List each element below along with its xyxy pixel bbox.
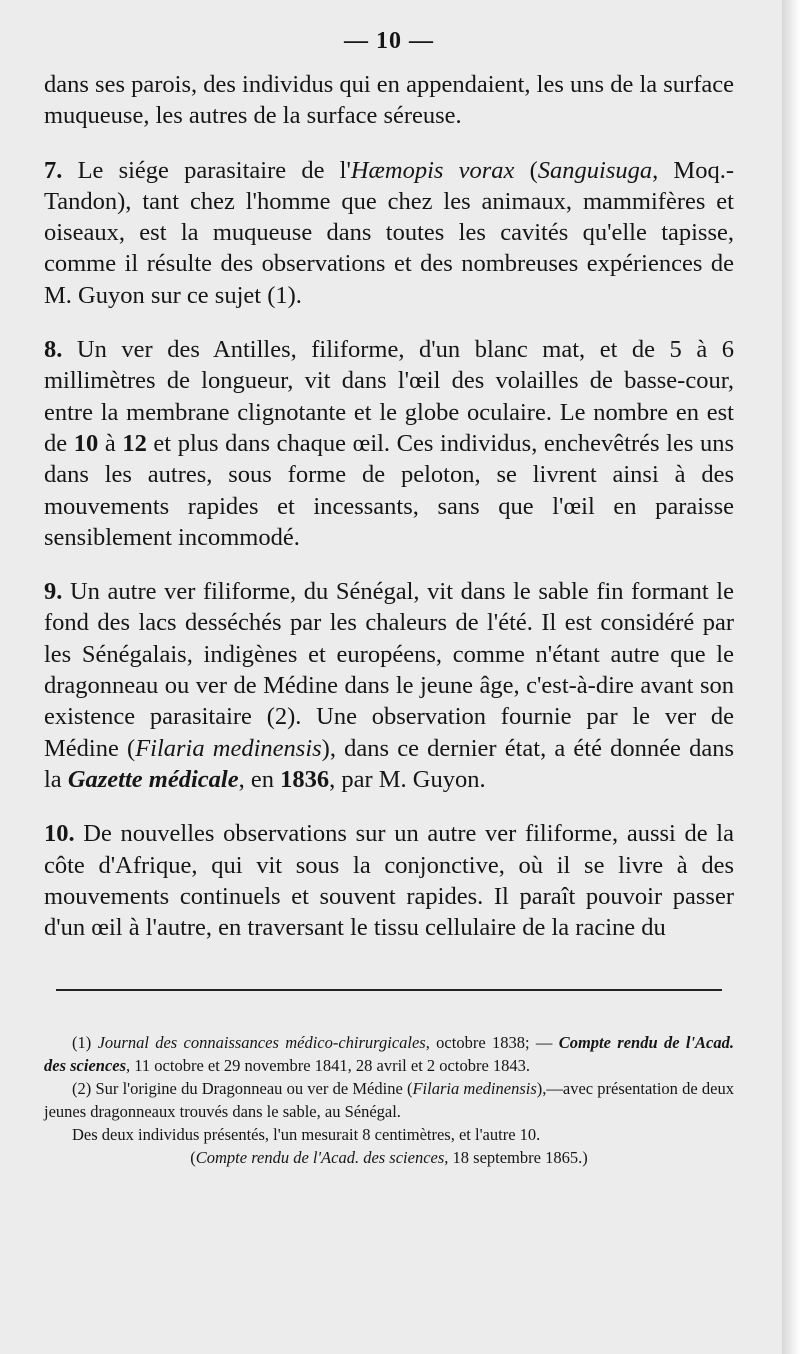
paragraph-9-number: 9. [44,578,63,606]
paragraph-10-number: 10. [44,820,75,848]
journal-title-connaissances: Journal des connaissances médico-chirurgicales [97,1033,426,1053]
paragraph-8-text: et plus dans chaque œil. Ces individus, enchevêtrés les uns dans les autres, sous forme de peloton, se livrent ainsi à des mouvements rapides et incessants, sans que l'œil en paraisse sensiblement incommodé. [44,429,735,551]
footnote-2-text: ),—avec présentation de deux jeunes dragonneaux trouvés dans le sable, au Sénégal. [44,1079,734,1122]
journal-title-gazette: Gazette médicale [67,765,239,793]
paragraph-7 [44,155,734,311]
species-name-filaria: Filaria medinensis [135,734,322,762]
paragraph-9 [44,576,734,795]
journal-title-compte-rendu: Compte rendu de l'Acad. des sciences [44,1033,734,1076]
footnote-2-source-date: , 18 septembre 1865.) [444,1148,588,1168]
species-name-haemopis: Hæmopis vorax [350,156,515,184]
paragraph-7-text: , Moq.-Tandon), tant chez l'homme que chez les animaux, mammifères et oiseaux, est la muqueuse dans toutes les cavités qu'elle tapisse, comme il résulte des observations et des nombreuses expériences de M. Guyon sur ce sujet (1). [44,156,734,309]
paragraph-7-text: ( [514,156,538,184]
footnote-2-text: (2) Sur l'origine du Dragonneau ou ver de Médine ( [72,1079,413,1099]
paragraph-10-text: De nouvelles observations sur un autre ver filiforme, aussi de la côte d'Afrique, qui vit sous la conjonctive, où il se livre à des mouvements continuels et souvent rapides. Il paraît pouvoir passer d'un œil à l'autre, en traversant le tissu cellulaire de la racine du [44,820,734,942]
footnote-1-text: , 11 octobre et 29 novembre 1841, 28 avril et 2 octobre 1843. [126,1056,531,1076]
paragraph-7-number: 7. [44,156,63,184]
footnote-divider [56,989,722,991]
count-max: 12 [122,429,147,457]
footnote-1-text: , octobre 1838; — [425,1033,559,1053]
species-name-sanguisuga: Sanguisuga [537,156,653,184]
species-name-filaria-footnote: Filaria medinensis [412,1079,537,1099]
footnote-2-source [44,1146,734,1169]
paragraph-continuation: dans ses parois, des individus qui en appendaient, les uns de la surface muqueuse, les autres de la surface séreuse. [44,71,734,130]
footnote-1 [44,1031,734,1077]
paragraph-9-text: , par M. Guyon. [329,765,486,793]
paragraph-8-number: 8. [44,336,63,364]
paragraph-7-text: Le siége parasitaire de l' [62,156,351,184]
paragraph-9-text: ), dans ce dernier état, a été donnée dans la [44,734,735,793]
journal-title-compte-rendu-2: Compte rendu de l'Acad. des sciences [195,1148,445,1168]
year-1836: 1836 [280,765,330,793]
footnote-2-source-open: ( [190,1148,196,1168]
footnote-2 [44,1077,734,1123]
paragraph-9-text: Un autre ver filiforme, du Sénégal, vit dans le sable fin formant le fond des lacs desséchés par les chaleurs de l'été. Il est considéré par les Sénégalais, indigènes et européens, comme n'étant autre que le dragonneau ou ver de Médine dans le jeune âge, c'est-à-dire avant son existence parasitaire (2). Une observation fournie par le ver de Médine ( [44,578,734,762]
page-edge-shadow [782,0,800,1354]
paragraph-8 [44,334,734,553]
paragraph-8-text: à [98,429,123,457]
count-min: 10 [73,429,99,457]
footnotes [44,1031,734,1169]
paragraph-10 [44,818,734,943]
paragraph-8-text: Un ver des Antilles, filiforme, d'un blanc mat, et de 5 à 6 millimètres de longueur, vit dans l'œil des volailles de basse-cour, entre la membrane clignotante et le globe oculaire. Le nombre en est de [44,336,734,457]
footnote-1-marker: (1) [72,1033,98,1053]
paragraph-9-text: , en [238,765,281,793]
footnote-2-measurements: Des deux individus présentés, l'un mesurait 8 centimètres, et l'autre 10. [72,1125,541,1145]
page-number: — 10 — [344,28,434,54]
